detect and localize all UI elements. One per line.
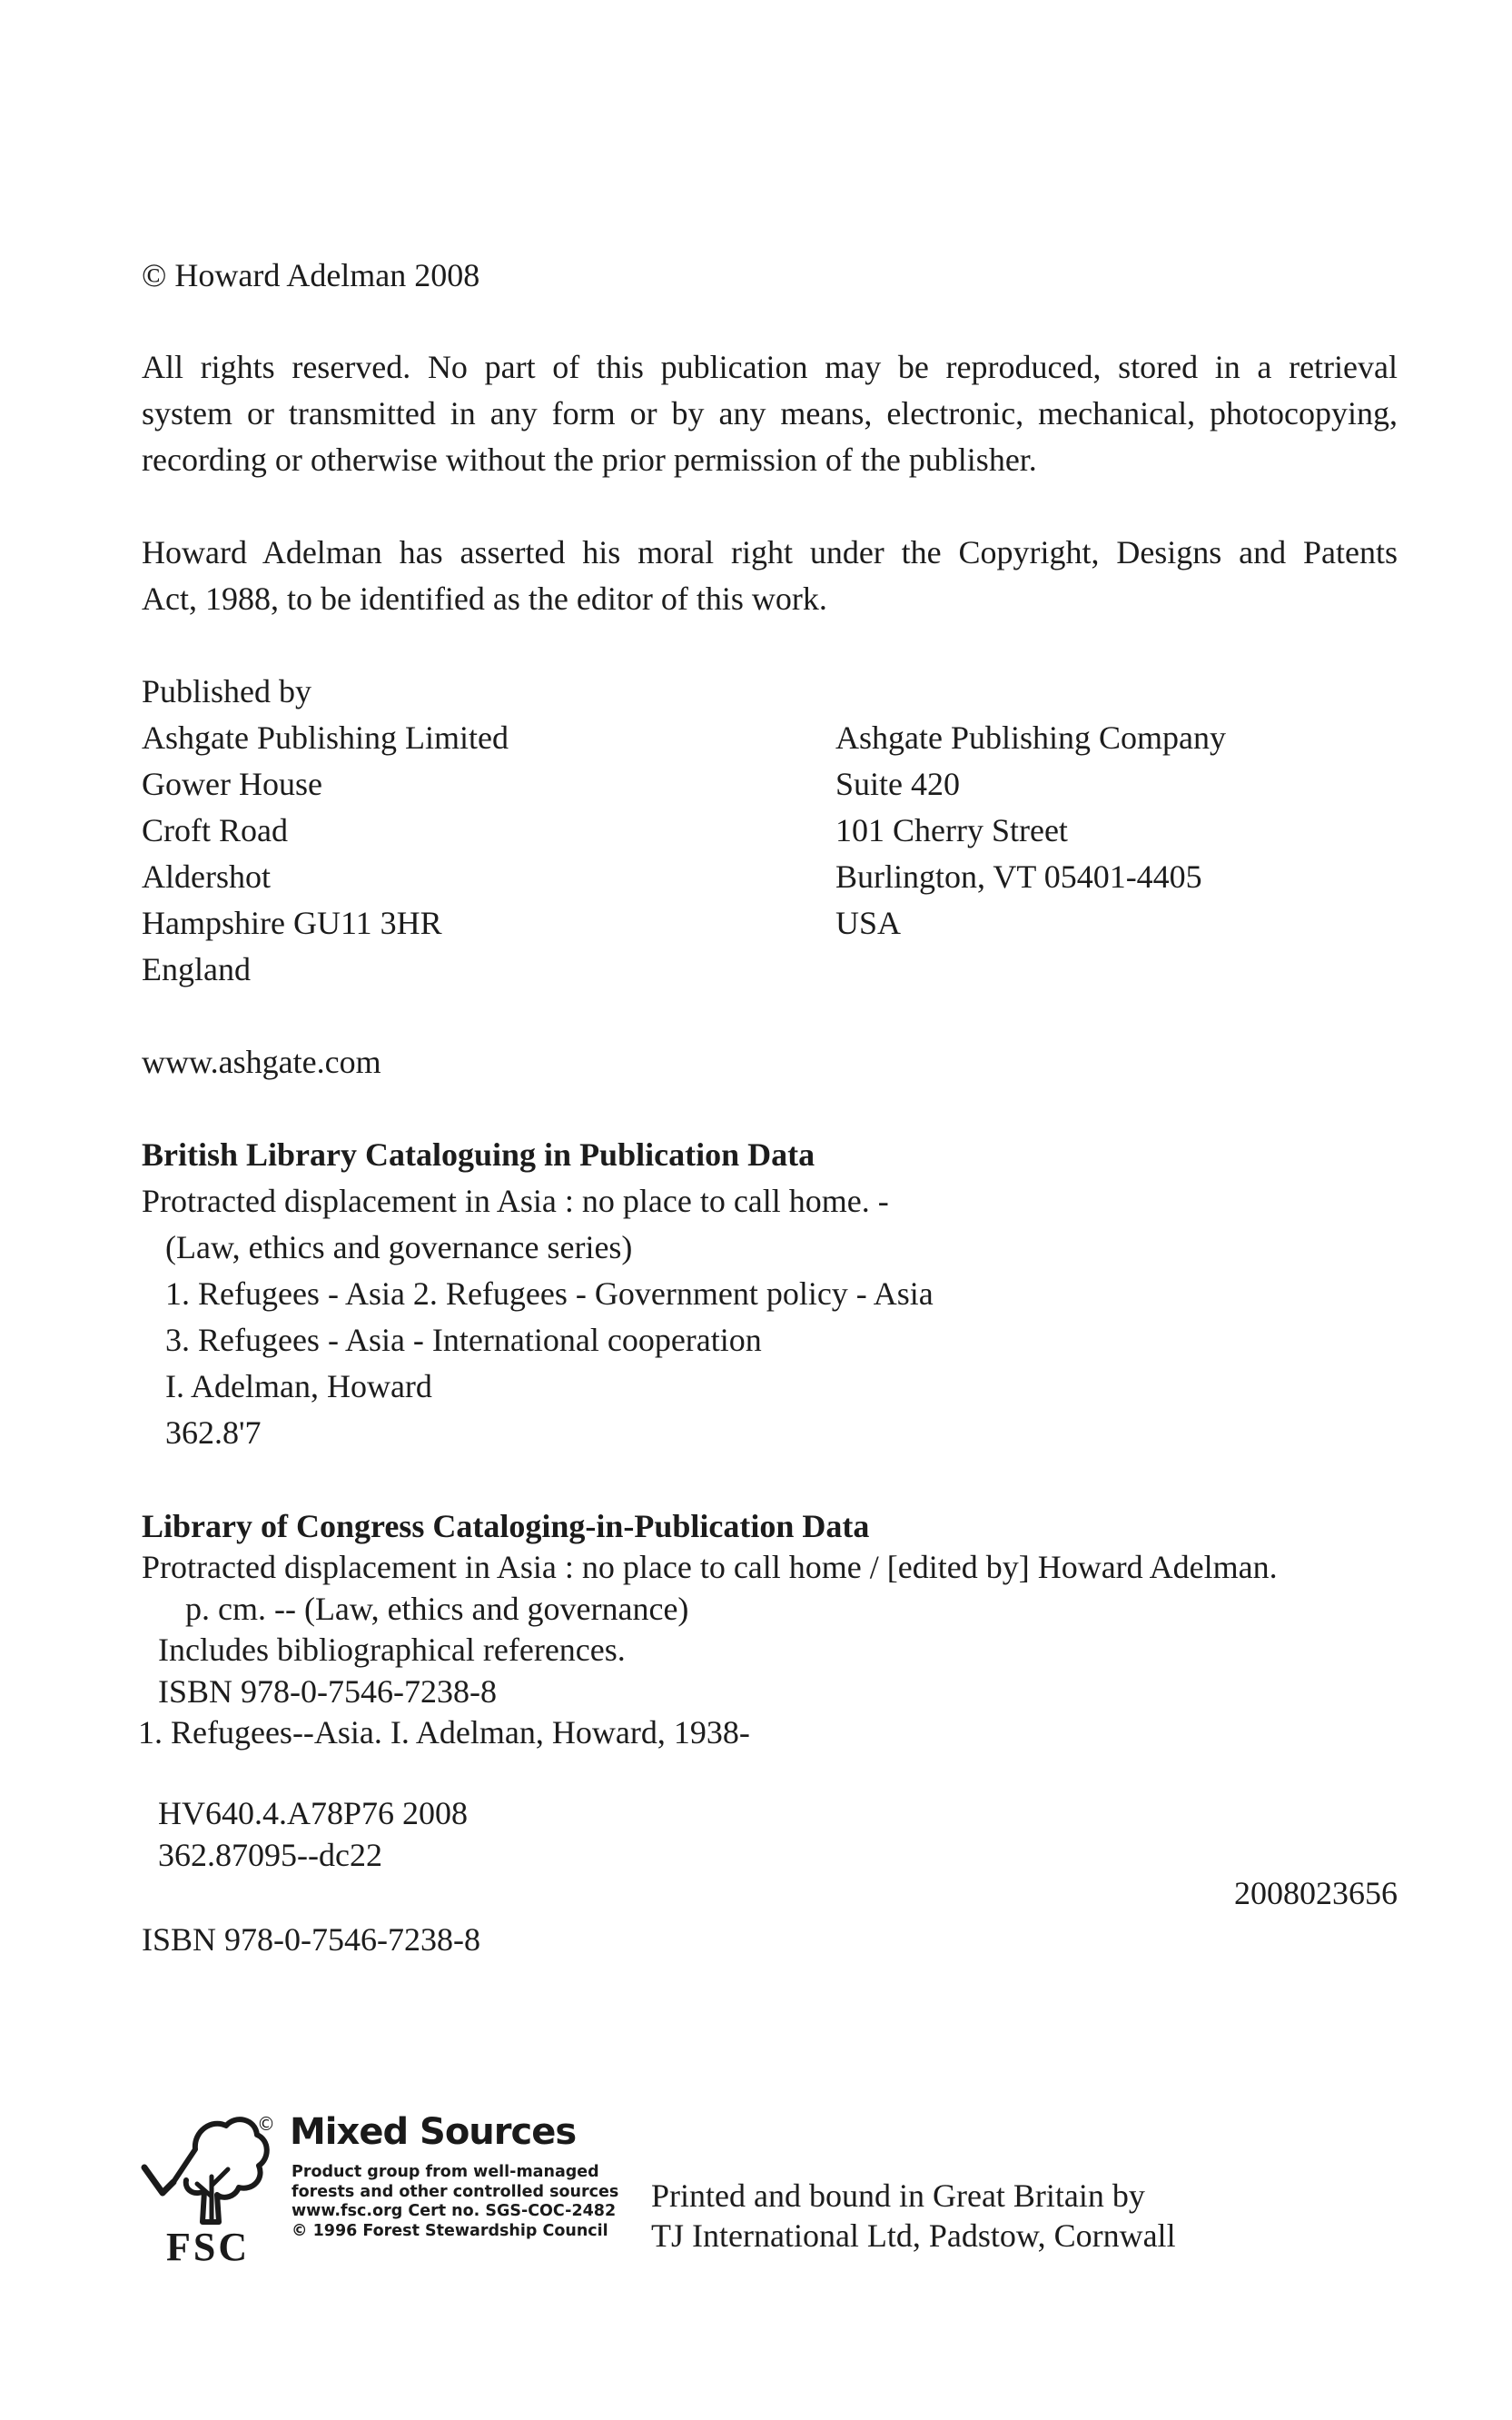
bl-cip-line: 1. Refugees - Asia 2. Refugees - Government policy - Asia (165, 1275, 934, 1312)
fsc-heading: Mixed Sources (290, 2111, 577, 2153)
publisher-uk-line: Gower House (142, 766, 322, 802)
publisher-us-line: Suite 420 (835, 766, 961, 802)
publisher-us-line: Ashgate Publishing Company (835, 719, 1226, 756)
publisher-uk-line: Ashgate Publishing Limited (142, 719, 509, 756)
fsc-description-line: © 1996 Forest Stewardship Council (292, 2221, 608, 2240)
publisher-uk-line: Croft Road (142, 812, 288, 848)
assertion-line-2: Act, 1988, to be identified as the editor of this work. (142, 580, 827, 617)
fsc-description (292, 2163, 618, 2241)
printer-line: TJ International Ltd, Padstow, Cornwall (651, 2217, 1176, 2254)
loc-classification (158, 1793, 468, 1876)
loc-cip-line: 1. Refugees--Asia. I. Adelman, Howard, 1938- (138, 1714, 750, 1751)
publisher-uk-line: England (142, 951, 251, 987)
fsc-check-mark (144, 2167, 173, 2193)
fsc-description-line: Product group from well-managed (292, 2163, 599, 2181)
rights-paragraph (142, 344, 1398, 483)
loc-class-line: 362.87095--dc22 (158, 1836, 382, 1873)
moral-rights-paragraph (142, 530, 1398, 622)
publisher-uk-line: Hampshire GU11 3HR (142, 905, 442, 941)
publisher-us-address (835, 715, 1226, 947)
bl-cip-line: Protracted displacement in Asia : no place to call home. - (142, 1183, 889, 1219)
publisher-us-line: USA (835, 905, 902, 941)
loc-class-line: HV640.4.A78P76 2008 (158, 1795, 469, 1831)
printer-line: Printed and bound in Great Britain by (651, 2177, 1145, 2214)
bl-cip-line: I. Adelman, Howard (165, 1368, 432, 1404)
rights-line-1: All rights reserved. No part of this publication may be reproduced, stored in a retrieval (142, 349, 1398, 385)
printer-credit (651, 2176, 1176, 2256)
rights-line-2: system or transmitted in any form or by any means, electronic, mechanical, photocopying, (142, 395, 1398, 431)
website-link[interactable]: www.ashgate.com (142, 1044, 381, 1080)
loc-cip-record (138, 1547, 1278, 1754)
fsc-description-line: forests and other controlled sources (292, 2182, 619, 2201)
fsc-wordmark: FSC (166, 2225, 251, 2269)
fsc-description-line: www.fsc.org Cert no. SGS-COC-2482 (292, 2202, 617, 2220)
published-by-label: Published by (142, 673, 312, 709)
loc-cip-line: Includes bibliographical references. (158, 1632, 626, 1668)
rights-line-3: recording or otherwise without the prior permission of the publisher. (142, 441, 1037, 478)
lccn-number: 2008023656 (1234, 1875, 1398, 1911)
fsc-logo (141, 2111, 619, 2276)
bl-cip-line: (Law, ethics and governance series) (165, 1229, 633, 1265)
publisher-uk-address (142, 715, 509, 993)
fsc-tree-outline (173, 2119, 267, 2222)
publisher-uk-line: Aldershot (142, 858, 271, 895)
loc-cip-line: ISBN 978-0-7546-7238-8 (158, 1672, 497, 1710)
bl-cip-line: 362.8'7 (165, 1414, 262, 1451)
assertion-line-1: Howard Adelman has asserted his moral right under the Copyright, Designs and Patents (142, 534, 1398, 570)
publisher-us-line: 101 Cherry Street (835, 812, 1068, 848)
loc-cip-heading: Library of Congress Cataloging-in-Publication Data (142, 1508, 870, 1544)
publisher-us-line: Burlington, VT 05401-4405 (835, 858, 1202, 895)
loc-cip-line: p. cm. -- (Law, ethics and governance) (185, 1590, 689, 1627)
bl-cip-record (142, 1178, 934, 1456)
fsc-registered-mark: © (257, 2113, 275, 2135)
isbn: ISBN 978-0-7546-7238-8 (142, 1921, 480, 1958)
copyright-notice: © Howard Adelman 2008 (142, 257, 480, 293)
bl-cip-line: 3. Refugees - Asia - International cooperation (165, 1322, 762, 1358)
loc-cip-line: Protracted displacement in Asia : no place to call home / [edited by] Howard Adelman. (142, 1549, 1278, 1585)
bl-cip-heading: British Library Cataloguing in Publication Data (142, 1136, 815, 1173)
